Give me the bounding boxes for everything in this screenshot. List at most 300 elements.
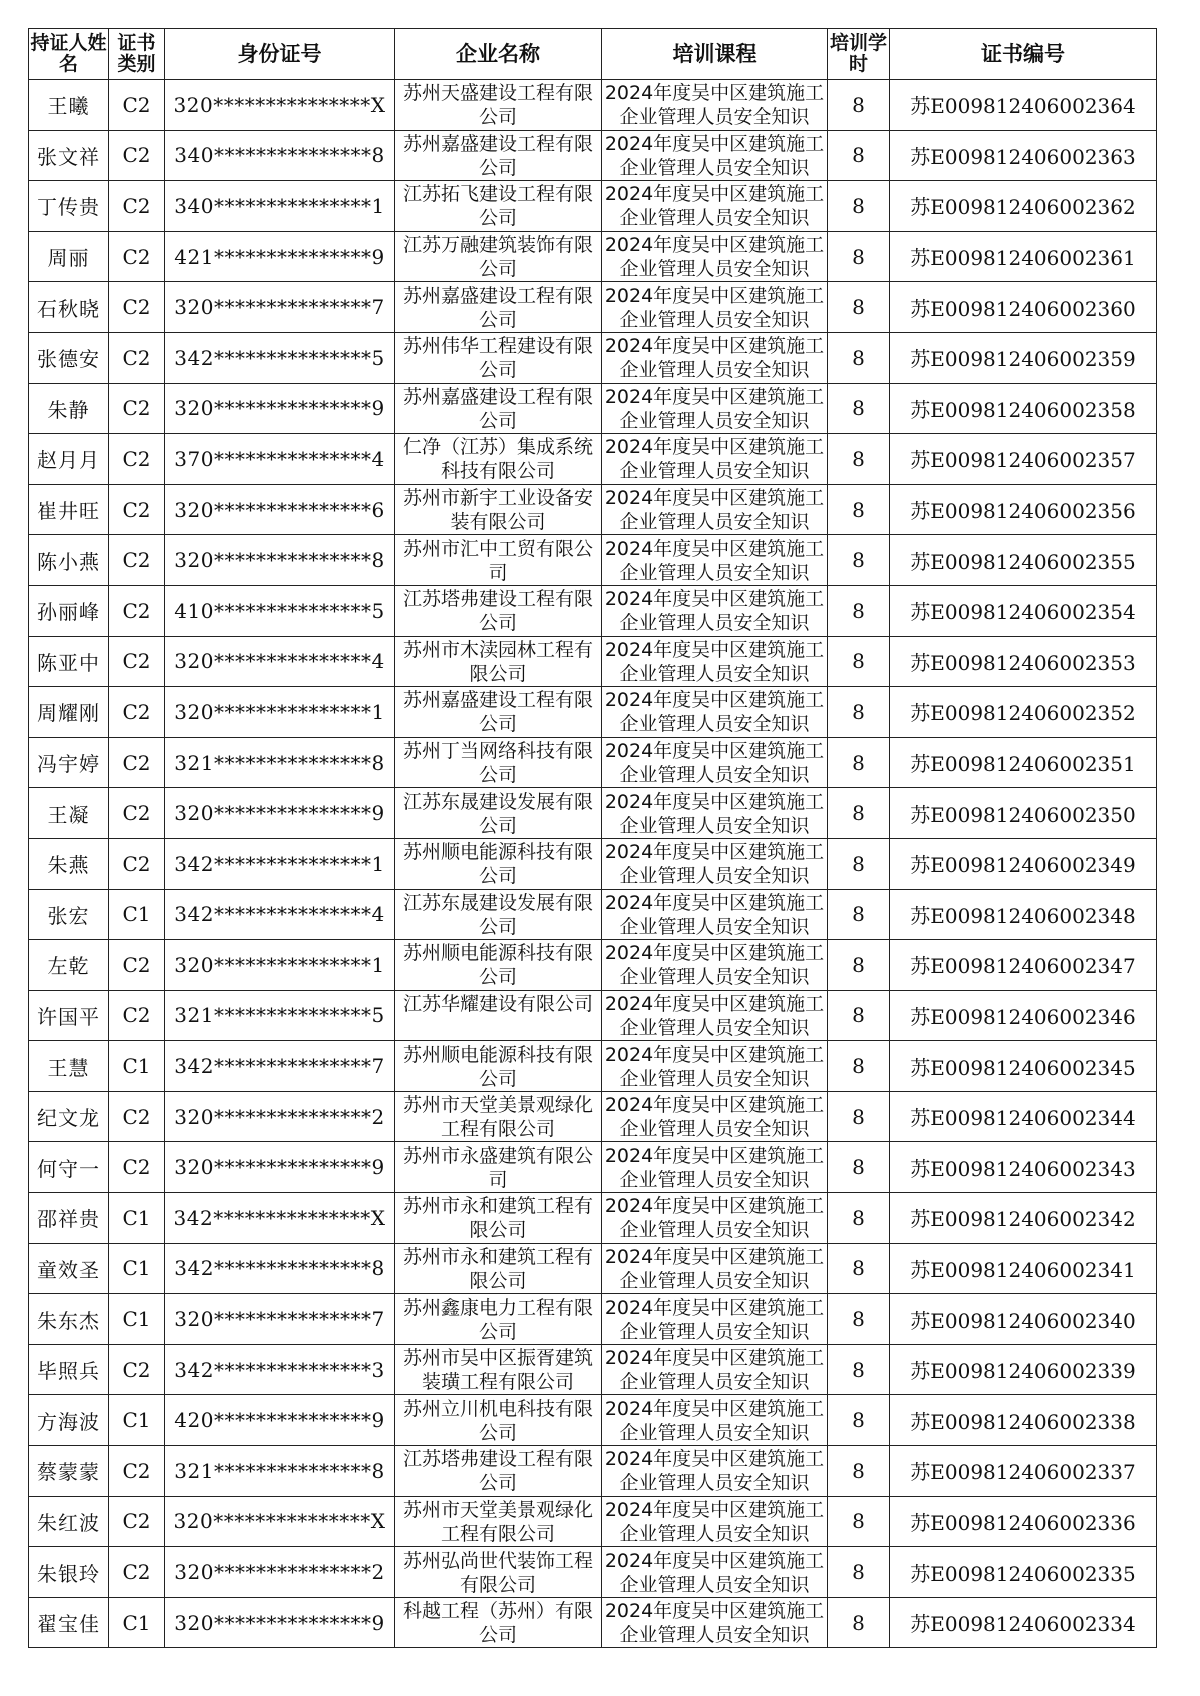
company-name-cell xyxy=(395,231,602,282)
table-row xyxy=(29,788,1157,839)
company-name-cell xyxy=(395,687,602,738)
company-name-cell xyxy=(395,434,602,485)
table-row xyxy=(29,585,1157,636)
course-cell-text: 2024年度吴中区建筑施工企业管理人员安全知识 xyxy=(604,992,825,1039)
cert-category-cell: C1 xyxy=(109,1243,165,1294)
company-name-cell-text: 苏州市天堂美景观绿化工程有限公司 xyxy=(402,1094,593,1141)
cert-category-cell: C2 xyxy=(109,535,165,586)
course-cell xyxy=(602,585,828,636)
company-name-cell-text: 苏州嘉盛建设工程有限公司 xyxy=(402,385,593,432)
cert-number-cell: 苏E009812406002362 xyxy=(890,181,1157,232)
company-name-cell-text: 苏州鑫康电力工程有限公司 xyxy=(402,1296,593,1343)
company-name-cell xyxy=(395,383,602,434)
course-cell xyxy=(602,1294,828,1345)
hours-cell: 8 xyxy=(828,1243,890,1294)
id-number-cell: 320***************1 xyxy=(165,940,395,991)
hours-cell: 8 xyxy=(828,990,890,1041)
cert-category-cell: C2 xyxy=(109,1496,165,1547)
id-number-cell: 342***************5 xyxy=(165,332,395,383)
cert-category-cell: C2 xyxy=(109,788,165,839)
course-cell-text: 2024年度吴中区建筑施工企业管理人员安全知识 xyxy=(604,436,825,483)
hours-cell: 8 xyxy=(828,585,890,636)
holder-name-cell: 朱红波 xyxy=(29,1496,109,1547)
cert-category-cell: C1 xyxy=(109,1041,165,1092)
company-name-cell-text: 江苏万融建筑装饰有限公司 xyxy=(402,234,593,281)
hours-cell: 8 xyxy=(828,282,890,333)
cert-category-cell: C2 xyxy=(109,181,165,232)
table-row xyxy=(29,940,1157,991)
holder-name-cell: 赵月月 xyxy=(29,434,109,485)
holder-name-cell: 左乾 xyxy=(29,940,109,991)
cert-number-cell: 苏E009812406002358 xyxy=(890,383,1157,434)
holder-name-cell: 孙丽峰 xyxy=(29,585,109,636)
company-name-cell-text: 苏州嘉盛建设工程有限公司 xyxy=(402,132,593,179)
company-name-cell xyxy=(395,585,602,636)
hours-cell: 8 xyxy=(828,636,890,687)
course-cell-text: 2024年度吴中区建筑施工企业管理人员安全知识 xyxy=(604,1245,825,1292)
company-name-cell xyxy=(395,838,602,889)
company-name-cell xyxy=(395,282,602,333)
course-cell xyxy=(602,1193,828,1244)
cert-number-cell: 苏E009812406002339 xyxy=(890,1344,1157,1395)
course-cell-text: 2024年度吴中区建筑施工企业管理人员安全知识 xyxy=(604,234,825,281)
table-row xyxy=(29,1344,1157,1395)
company-name-cell-text: 苏州丁当网络科技有限公司 xyxy=(402,740,593,787)
hours-cell: 8 xyxy=(828,1294,890,1345)
course-cell xyxy=(602,130,828,181)
course-cell-text: 2024年度吴中区建筑施工企业管理人员安全知识 xyxy=(604,588,825,635)
holder-name-cell: 朱银玲 xyxy=(29,1547,109,1598)
id-number-cell: 320***************9 xyxy=(165,788,395,839)
id-number-cell: 320***************1 xyxy=(165,687,395,738)
table-row xyxy=(29,1041,1157,1092)
cert-category-cell: C2 xyxy=(109,940,165,991)
id-number-cell: 320***************9 xyxy=(165,383,395,434)
company-name-cell-text: 苏州顺电能源科技有限公司 xyxy=(402,942,593,989)
id-number-cell: 320***************2 xyxy=(165,1547,395,1598)
course-cell-text: 2024年度吴中区建筑施工企业管理人员安全知识 xyxy=(604,891,825,938)
course-cell xyxy=(602,1344,828,1395)
course-cell-text: 2024年度吴中区建筑施工企业管理人员安全知识 xyxy=(604,1498,825,1545)
table-row xyxy=(29,231,1157,282)
cert-number-cell: 苏E009812406002343 xyxy=(890,1142,1157,1193)
table-row xyxy=(29,1446,1157,1497)
table-row xyxy=(29,1597,1157,1648)
company-name-cell xyxy=(395,1547,602,1598)
hours-cell: 8 xyxy=(828,130,890,181)
company-name-cell-text: 苏州市永盛建筑有限公司 xyxy=(402,1144,593,1191)
course-cell xyxy=(602,181,828,232)
course-cell-text: 2024年度吴中区建筑施工企业管理人员安全知识 xyxy=(604,1397,825,1444)
company-name-cell-text: 苏州嘉盛建设工程有限公司 xyxy=(402,284,593,331)
company-name-cell xyxy=(395,332,602,383)
cert-number-cell: 苏E009812406002356 xyxy=(890,484,1157,535)
id-number-cell: 320***************9 xyxy=(165,1597,395,1648)
company-name-cell xyxy=(395,1041,602,1092)
cert-category-cell: C2 xyxy=(109,838,165,889)
course-cell-text: 2024年度吴中区建筑施工企业管理人员安全知识 xyxy=(604,183,825,230)
course-cell xyxy=(602,434,828,485)
cert-number-cell: 苏E009812406002363 xyxy=(890,130,1157,181)
course-cell xyxy=(602,838,828,889)
header-id-number: 身份证号 xyxy=(165,29,395,80)
course-cell-text: 2024年度吴中区建筑施工企业管理人员安全知识 xyxy=(604,841,825,888)
company-name-cell-text: 苏州市新宇工业设备安装有限公司 xyxy=(402,487,593,534)
course-cell xyxy=(602,1395,828,1446)
id-number-cell: 342***************1 xyxy=(165,838,395,889)
company-name-cell-text: 科越工程（苏州）有限公司 xyxy=(402,1600,593,1647)
cert-number-cell: 苏E009812406002360 xyxy=(890,282,1157,333)
cert-number-cell: 苏E009812406002354 xyxy=(890,585,1157,636)
course-cell-text: 2024年度吴中区建筑施工企业管理人员安全知识 xyxy=(604,1144,825,1191)
company-name-cell xyxy=(395,889,602,940)
cert-number-cell: 苏E009812406002355 xyxy=(890,535,1157,586)
certificate-table xyxy=(28,28,1157,1648)
holder-name-cell: 周耀刚 xyxy=(29,687,109,738)
company-name-cell xyxy=(395,535,602,586)
holder-name-cell: 许国平 xyxy=(29,990,109,1041)
holder-name-cell: 丁传贵 xyxy=(29,181,109,232)
course-cell-text: 2024年度吴中区建筑施工企业管理人员安全知识 xyxy=(604,335,825,382)
id-number-cell: 320***************X xyxy=(165,1496,395,1547)
id-number-cell: 321***************8 xyxy=(165,1446,395,1497)
course-cell-text: 2024年度吴中区建筑施工企业管理人员安全知识 xyxy=(604,740,825,787)
cert-category-cell: C2 xyxy=(109,332,165,383)
course-cell-text: 2024年度吴中区建筑施工企业管理人员安全知识 xyxy=(604,942,825,989)
hours-cell: 8 xyxy=(828,889,890,940)
course-cell-text: 2024年度吴中区建筑施工企业管理人员安全知识 xyxy=(604,1549,825,1596)
company-name-cell xyxy=(395,737,602,788)
table-row xyxy=(29,535,1157,586)
course-cell xyxy=(602,1597,828,1648)
holder-name-cell: 朱静 xyxy=(29,383,109,434)
cert-number-cell: 苏E009812406002361 xyxy=(890,231,1157,282)
header-holder-name: 持证人姓名 xyxy=(29,29,109,80)
holder-name-cell: 蔡蒙蒙 xyxy=(29,1446,109,1497)
company-name-cell-text: 江苏塔弗建设工程有限公司 xyxy=(402,588,593,635)
table-row xyxy=(29,332,1157,383)
cert-category-cell: C1 xyxy=(109,1294,165,1345)
course-cell-text: 2024年度吴中区建筑施工企业管理人员安全知识 xyxy=(604,1043,825,1090)
course-cell-text: 2024年度吴中区建筑施工企业管理人员安全知识 xyxy=(604,1600,825,1647)
table-row xyxy=(29,1091,1157,1142)
id-number-cell: 320***************6 xyxy=(165,484,395,535)
hours-cell: 8 xyxy=(828,231,890,282)
holder-name-cell: 王慧 xyxy=(29,1041,109,1092)
course-cell xyxy=(602,636,828,687)
course-cell-text: 2024年度吴中区建筑施工企业管理人员安全知识 xyxy=(604,1195,825,1242)
company-name-cell-text: 苏州市汇中工贸有限公司 xyxy=(402,537,593,584)
hours-cell: 8 xyxy=(828,1597,890,1648)
course-cell xyxy=(602,737,828,788)
cert-category-cell: C2 xyxy=(109,585,165,636)
course-cell xyxy=(602,383,828,434)
cert-number-cell: 苏E009812406002350 xyxy=(890,788,1157,839)
id-number-cell: 320***************7 xyxy=(165,1294,395,1345)
company-name-cell xyxy=(395,181,602,232)
hours-cell: 8 xyxy=(828,1091,890,1142)
company-name-cell-text: 苏州市天堂美景观绿化工程有限公司 xyxy=(402,1498,593,1545)
company-name-cell-text: 苏州立川机电科技有限公司 xyxy=(402,1397,593,1444)
course-cell xyxy=(602,484,828,535)
holder-name-cell: 毕照兵 xyxy=(29,1344,109,1395)
hours-cell: 8 xyxy=(828,687,890,738)
hours-cell: 8 xyxy=(828,737,890,788)
course-cell-text: 2024年度吴中区建筑施工企业管理人员安全知识 xyxy=(604,790,825,837)
cert-category-cell: C2 xyxy=(109,1091,165,1142)
holder-name-cell: 方海波 xyxy=(29,1395,109,1446)
id-number-cell: 342***************4 xyxy=(165,889,395,940)
hours-cell: 8 xyxy=(828,484,890,535)
table-row xyxy=(29,484,1157,535)
course-cell xyxy=(602,1496,828,1547)
course-cell xyxy=(602,80,828,131)
id-number-cell: 370***************4 xyxy=(165,434,395,485)
company-name-cell-text: 苏州市吴中区振胥建筑装璜工程有限公司 xyxy=(402,1347,593,1394)
id-number-cell: 320***************X xyxy=(165,80,395,131)
company-name-cell-text: 苏州市永和建筑工程有限公司 xyxy=(402,1195,593,1242)
cert-category-cell: C2 xyxy=(109,1446,165,1497)
cert-category-cell: C2 xyxy=(109,1344,165,1395)
course-cell-text: 2024年度吴中区建筑施工企业管理人员安全知识 xyxy=(604,284,825,331)
cert-number-cell: 苏E009812406002340 xyxy=(890,1294,1157,1345)
header-cert-number: 证书编号 xyxy=(890,29,1157,80)
company-name-cell xyxy=(395,1395,602,1446)
holder-name-cell: 童效圣 xyxy=(29,1243,109,1294)
id-number-cell: 320***************4 xyxy=(165,636,395,687)
cert-category-cell: C1 xyxy=(109,1193,165,1244)
course-cell-text: 2024年度吴中区建筑施工企业管理人员安全知识 xyxy=(604,537,825,584)
header-course: 培训课程 xyxy=(602,29,828,80)
hours-cell: 8 xyxy=(828,1142,890,1193)
table-row xyxy=(29,636,1157,687)
hours-cell: 8 xyxy=(828,1395,890,1446)
company-name-cell xyxy=(395,788,602,839)
cert-category-cell: C2 xyxy=(109,434,165,485)
cert-number-cell: 苏E009812406002359 xyxy=(890,332,1157,383)
company-name-cell-text: 苏州嘉盛建设工程有限公司 xyxy=(402,689,593,736)
company-name-cell-text: 仁净（江苏）集成系统科技有限公司 xyxy=(402,436,593,483)
company-name-cell xyxy=(395,1193,602,1244)
company-name-cell-text: 苏州顺电能源科技有限公司 xyxy=(402,1043,593,1090)
cert-category-cell: C2 xyxy=(109,282,165,333)
course-cell-text: 2024年度吴中区建筑施工企业管理人员安全知识 xyxy=(604,82,825,129)
cert-category-cell: C2 xyxy=(109,130,165,181)
holder-name-cell: 张宏 xyxy=(29,889,109,940)
table-body xyxy=(29,80,1157,1648)
company-name-cell-text: 苏州天盛建设工程有限公司 xyxy=(402,82,593,129)
holder-name-cell: 石秋晓 xyxy=(29,282,109,333)
course-cell xyxy=(602,940,828,991)
course-cell xyxy=(602,1446,828,1497)
hours-cell: 8 xyxy=(828,383,890,434)
course-cell xyxy=(602,1243,828,1294)
holder-name-cell: 朱燕 xyxy=(29,838,109,889)
company-name-cell-text: 苏州顺电能源科技有限公司 xyxy=(402,841,593,888)
holder-name-cell: 纪文龙 xyxy=(29,1091,109,1142)
company-name-cell-text: 江苏东晟建设发展有限公司 xyxy=(402,891,593,938)
course-cell xyxy=(602,231,828,282)
hours-cell: 8 xyxy=(828,434,890,485)
company-name-cell xyxy=(395,940,602,991)
company-name-cell-text: 江苏塔弗建设工程有限公司 xyxy=(402,1448,593,1495)
course-cell-text: 2024年度吴中区建筑施工企业管理人员安全知识 xyxy=(604,1296,825,1343)
course-cell xyxy=(602,282,828,333)
table-row xyxy=(29,1142,1157,1193)
holder-name-cell: 陈亚中 xyxy=(29,636,109,687)
holder-name-cell: 陈小燕 xyxy=(29,535,109,586)
id-number-cell: 340***************1 xyxy=(165,181,395,232)
course-cell xyxy=(602,889,828,940)
cert-number-cell: 苏E009812406002351 xyxy=(890,737,1157,788)
holder-name-cell: 张文祥 xyxy=(29,130,109,181)
hours-cell: 8 xyxy=(828,332,890,383)
company-name-cell-text: 苏州弘尚世代装饰工程有限公司 xyxy=(402,1549,593,1596)
course-cell xyxy=(602,535,828,586)
holder-name-cell: 何守一 xyxy=(29,1142,109,1193)
holder-name-cell: 邵祥贵 xyxy=(29,1193,109,1244)
cert-category-cell: C2 xyxy=(109,484,165,535)
id-number-cell: 320***************9 xyxy=(165,1142,395,1193)
course-cell-text: 2024年度吴中区建筑施工企业管理人员安全知识 xyxy=(604,487,825,534)
company-name-cell xyxy=(395,80,602,131)
course-cell xyxy=(602,1041,828,1092)
hours-cell: 8 xyxy=(828,1496,890,1547)
company-name-cell xyxy=(395,1294,602,1345)
table-header xyxy=(29,29,1157,80)
table-row xyxy=(29,687,1157,738)
table-row xyxy=(29,1547,1157,1598)
id-number-cell: 321***************8 xyxy=(165,737,395,788)
course-cell xyxy=(602,1142,828,1193)
cert-number-cell: 苏E009812406002336 xyxy=(890,1496,1157,1547)
cert-number-cell: 苏E009812406002335 xyxy=(890,1547,1157,1598)
company-name-cell xyxy=(395,636,602,687)
company-name-cell xyxy=(395,1446,602,1497)
id-number-cell: 421***************9 xyxy=(165,231,395,282)
cert-category-cell: C2 xyxy=(109,636,165,687)
company-name-cell-text: 江苏东晟建设发展有限公司 xyxy=(402,790,593,837)
cert-category-cell: C1 xyxy=(109,1395,165,1446)
cert-category-cell: C1 xyxy=(109,889,165,940)
id-number-cell: 320***************8 xyxy=(165,535,395,586)
course-cell-text: 2024年度吴中区建筑施工企业管理人员安全知识 xyxy=(604,385,825,432)
table-row xyxy=(29,1496,1157,1547)
course-cell-text: 2024年度吴中区建筑施工企业管理人员安全知识 xyxy=(604,1448,825,1495)
table-row xyxy=(29,80,1157,131)
course-cell xyxy=(602,332,828,383)
cert-number-cell: 苏E009812406002334 xyxy=(890,1597,1157,1648)
table-row xyxy=(29,383,1157,434)
cert-number-cell: 苏E009812406002341 xyxy=(890,1243,1157,1294)
cert-category-cell: C2 xyxy=(109,1547,165,1598)
hours-cell: 8 xyxy=(828,788,890,839)
cert-category-cell: C2 xyxy=(109,687,165,738)
hours-cell: 8 xyxy=(828,1193,890,1244)
cert-number-cell: 苏E009812406002345 xyxy=(890,1041,1157,1092)
company-name-cell xyxy=(395,1597,602,1648)
table-row xyxy=(29,1294,1157,1345)
company-name-cell-text: 苏州市木渎园林工程有限公司 xyxy=(402,638,593,685)
cert-number-cell: 苏E009812406002364 xyxy=(890,80,1157,131)
course-cell xyxy=(602,990,828,1041)
course-cell xyxy=(602,1091,828,1142)
course-cell-text: 2024年度吴中区建筑施工企业管理人员安全知识 xyxy=(604,1347,825,1394)
course-cell-text: 2024年度吴中区建筑施工企业管理人员安全知识 xyxy=(604,638,825,685)
table-row xyxy=(29,889,1157,940)
id-number-cell: 342***************8 xyxy=(165,1243,395,1294)
id-number-cell: 340***************8 xyxy=(165,130,395,181)
company-name-cell xyxy=(395,130,602,181)
company-name-cell xyxy=(395,1496,602,1547)
cert-category-cell: C2 xyxy=(109,80,165,131)
id-number-cell: 320***************2 xyxy=(165,1091,395,1142)
company-name-cell xyxy=(395,1142,602,1193)
header-company-name: 企业名称 xyxy=(395,29,602,80)
id-number-cell: 410***************5 xyxy=(165,585,395,636)
cert-number-cell: 苏E009812406002352 xyxy=(890,687,1157,738)
id-number-cell: 342***************7 xyxy=(165,1041,395,1092)
cert-number-cell: 苏E009812406002344 xyxy=(890,1091,1157,1142)
course-cell xyxy=(602,687,828,738)
cert-category-cell: C2 xyxy=(109,737,165,788)
hours-cell: 8 xyxy=(828,535,890,586)
hours-cell: 8 xyxy=(828,1547,890,1598)
table-row xyxy=(29,990,1157,1041)
hours-cell: 8 xyxy=(828,80,890,131)
id-number-cell: 321***************5 xyxy=(165,990,395,1041)
cert-number-cell: 苏E009812406002347 xyxy=(890,940,1157,991)
id-number-cell: 320***************7 xyxy=(165,282,395,333)
company-name-cell-text: 江苏华耀建设有限公司 xyxy=(402,992,593,1015)
id-number-cell: 342***************3 xyxy=(165,1344,395,1395)
table-row xyxy=(29,737,1157,788)
company-name-cell xyxy=(395,1344,602,1395)
hours-cell: 8 xyxy=(828,1446,890,1497)
company-name-cell xyxy=(395,1243,602,1294)
table-row xyxy=(29,282,1157,333)
cert-number-cell: 苏E009812406002346 xyxy=(890,990,1157,1041)
cert-category-cell: C2 xyxy=(109,383,165,434)
table-row xyxy=(29,1193,1157,1244)
cert-category-cell: C2 xyxy=(109,1142,165,1193)
cert-category-cell: C1 xyxy=(109,1597,165,1648)
company-name-cell-text: 苏州伟华工程建设有限公司 xyxy=(402,335,593,382)
course-cell-text: 2024年度吴中区建筑施工企业管理人员安全知识 xyxy=(604,689,825,736)
holder-name-cell: 冯宇婷 xyxy=(29,737,109,788)
table-row xyxy=(29,838,1157,889)
holder-name-cell: 张德安 xyxy=(29,332,109,383)
cert-number-cell: 苏E009812406002342 xyxy=(890,1193,1157,1244)
id-number-cell: 342***************X xyxy=(165,1193,395,1244)
hours-cell: 8 xyxy=(828,181,890,232)
cert-category-cell: C2 xyxy=(109,990,165,1041)
cert-number-cell: 苏E009812406002353 xyxy=(890,636,1157,687)
table-row xyxy=(29,1395,1157,1446)
holder-name-cell: 崔井旺 xyxy=(29,484,109,535)
id-number-cell: 420***************9 xyxy=(165,1395,395,1446)
company-name-cell xyxy=(395,990,602,1041)
company-name-cell-text: 江苏拓飞建设工程有限公司 xyxy=(402,183,593,230)
holder-name-cell: 朱东杰 xyxy=(29,1294,109,1345)
table-row xyxy=(29,130,1157,181)
course-cell-text: 2024年度吴中区建筑施工企业管理人员安全知识 xyxy=(604,1094,825,1141)
hours-cell: 8 xyxy=(828,1041,890,1092)
header-hours: 培训学时 xyxy=(828,29,890,80)
cert-number-cell: 苏E009812406002348 xyxy=(890,889,1157,940)
holder-name-cell: 王凝 xyxy=(29,788,109,839)
cert-category-cell: C2 xyxy=(109,231,165,282)
